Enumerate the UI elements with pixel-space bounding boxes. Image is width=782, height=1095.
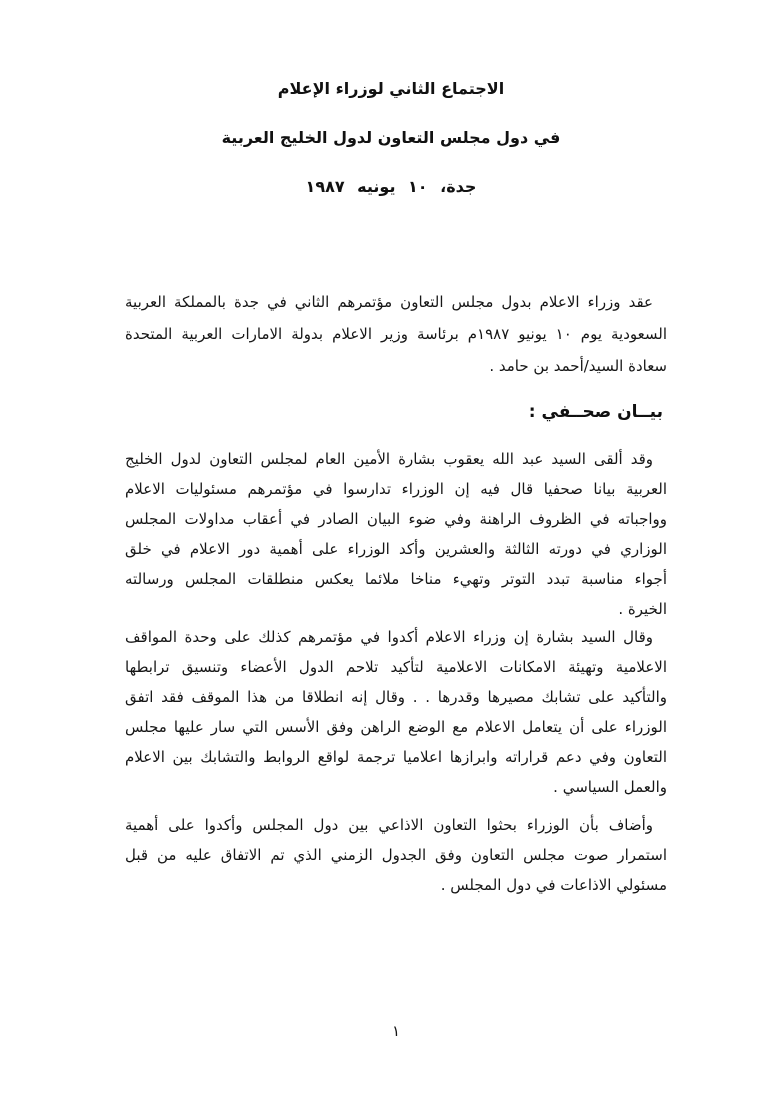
paragraph-statement-2: [125, 622, 667, 802]
title-line-meeting: الاجتماع الثاني لوزراء الإعلام: [277, 79, 505, 98]
paragraph-line: عقد وزراء الاعلام بدول مجلس التعاون مؤتمرهم الثاني في جدة بالمملكة العربية: [125, 293, 653, 311]
paragraph-opening: [125, 286, 667, 382]
page-number: ١: [391, 1022, 401, 1040]
paragraph-line: والعمل السياسي .: [553, 778, 667, 796]
paragraph-line: وقال السيد بشارة إن وزراء الاعلام أكدوا في مؤتمرهم كذلك على وحدة المواقف: [125, 628, 653, 646]
paragraph-line: سعادة السيد/أحمد بن حامد .: [489, 357, 667, 375]
paragraph-statement-1: [125, 444, 667, 624]
paragraph-line: الخيرة .: [618, 600, 667, 618]
press-statement-heading: بيــان صحــفي :: [528, 402, 663, 422]
paragraph-line: السعودية يوم ١٠ يونيو ١٩٨٧م برئاسة وزير الاعلام بدولة الامارات العربية المتحدة: [125, 325, 667, 343]
paragraph-line: العربية بيانا صحفيا قال فيه إن الوزراء تدارسوا في مؤتمرهم مسئوليات الاعلام: [125, 480, 667, 498]
paragraph-radio-cooperation: [125, 810, 667, 900]
paragraph-line: وواجباته في الظروف الراهنة وفي ضوء البيان الصادر في أعقاب مداولات المجلس: [125, 510, 667, 528]
title-line-date: جدة، ١٠ يونيه ١٩٨٧: [305, 177, 477, 196]
paragraph-line: مسئولي الاذاعات في دول المجلس .: [440, 876, 667, 894]
paragraph-line: الوزاري في دورته الثالثة والعشرين وأكد الوزراء على أهمية دور الاعلام في خلق: [125, 540, 667, 558]
paragraph-line: وقد ألقى السيد عبد الله يعقوب بشارة الأمين العام لمجلس التعاون لدول الخليج: [125, 450, 653, 468]
paragraph-line: والتأكيد على تشابك مصيرها وقدرها . . وقال إنه انطلاقا من هذا الموقف فقد اتفق: [125, 688, 667, 706]
title-line-organization: في دول مجلس التعاون لدول الخليج العربية: [221, 128, 561, 147]
paragraph-line: التعاون وفي دعم قراراته وابرازها اعلاميا ترجمة لواقع الروابط والتشابك بين الاعلام: [125, 748, 667, 766]
paragraph-line: وأضاف بأن الوزراء بحثوا التعاون الاذاعي بين دول المجلس وأكدوا على أهمية: [125, 816, 653, 834]
paragraph-line: الاعلامية وتهيئة الامكانات الاعلامية لتأكيد تلاحم الدول الأعضاء وتنسيق ترابطها: [125, 658, 667, 676]
paragraph-line: استمرار صوت مجلس التعاون وفق الجدول الزمني الذي تم الاتفاق عليه من قبل: [125, 846, 667, 864]
document-body: [125, 0, 667, 1095]
paragraph-line: أجواء مناسبة تبدد التوتر وتهيء مناخا ملائما يعكس منطلقات المجلس ورسالته: [125, 570, 667, 588]
paragraph-line: الوزراء على أن يتعامل الاعلام مع الوضع الراهن وفق الأسس التي سار عليها مجلس: [125, 718, 667, 736]
